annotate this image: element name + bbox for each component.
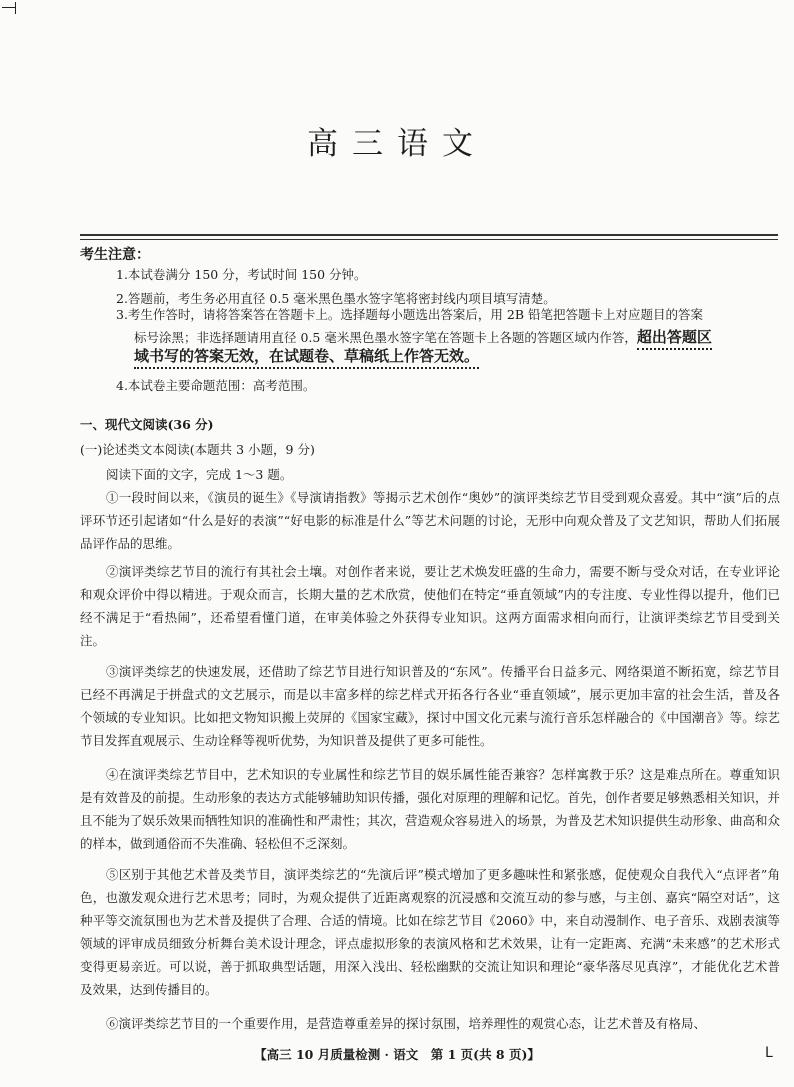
- version-code: L: [765, 1045, 773, 1061]
- page-title: 高三语文: [307, 126, 487, 162]
- notice-item-3: [116, 306, 778, 324]
- notice-item-3-line-1: 3.考生作答时，请将答案答在答题卡上。选择题每小题选出答案后，用 2B 铅笔把答题卡上对应题目的答案: [116, 307, 704, 322]
- subsection-heading: (一)论述类文本阅读(本题共 3 小题，9 分): [80, 442, 315, 457]
- notice-item-3-continued: [134, 328, 778, 366]
- notice-item-1: 1.本试卷满分 150 分，考试时间 150 分钟。: [116, 267, 367, 282]
- paragraph-5: ⑤区别于其他艺术普及类节目，演评类综艺的“先演后评”模式增加了更多趣味性和紧张感，促使观众自我代入“点评者”角色，也激发观众进行艺术思考；同时，为观众提供了近距离观察的沉浸感和交流互动的参与感，与主创、嘉宾“隔空对话”，这种平等交流氛围也为艺术普及提供了合理、合适的情境。比如在综艺节目《2060》中，来自动漫制作、电子音乐、戏剧表演等领域的评审成员细致分析舞台美术设计理念，评点虚拟形象的表演风格和艺术效果，让有一定距离、充满“未来感”的艺术形式变得更易亲近。可以说，善于抓取典型话题，用深入浅出、轻松幽默的交流让知识和理论“豪华落尽见真淳”，才能优化艺术普及效果，达到传播目的。: [80, 867, 780, 997]
- header-rule-thin: [80, 239, 778, 240]
- paragraph-2: ②演评类综艺节目的流行有其社会土壤。对创作者来说，要让艺术焕发旺盛的生命力，需要不断与受众对话，在专业评论和观众评价中得以精进。于观众而言，长期大量的艺术欣赏，使他们在特定“垂直领域”内的专注度、专业性得以提升，他们已经不满足于“看热闹”，还希望看懂门道，在审美体验之外获得专业知识。这两方面需求相向而行，让演评类综艺节目受到关注。: [80, 564, 780, 648]
- notice-emphasis-2: 域书写的答案无效，在试题卷、草稿纸上作答无效。: [134, 347, 479, 369]
- notice-item-4: 4.本试卷主要命题范围：高考范围。: [116, 378, 316, 393]
- header-rule: [80, 234, 778, 236]
- notice-item-2: 2.答题前，考生务必用直径 0.5 毫米黑色墨水签字笔将密封线内项目填写清楚。: [116, 291, 556, 306]
- paragraph-4: ④在演评类综艺节目中，艺术知识的专业属性和综艺节目的娱乐属性能否兼容？怎样寓教于乐？这是难点所在。尊重知识是有效普及的前提。生动形象的表达方式能够辅助知识传播，强化对原理的理解和记忆。首先，创作者要足够熟悉相关知识，并且不能为了娱乐效果而牺牲知识的准确性和严肃性；其次，营造观众容易进入的场景，为普及艺术知识提供生动形象、曲高和众的样本，做到通俗而不失准确、轻松但不乏深刻。: [80, 767, 781, 851]
- paragraph-1: ①一段时间以来，《演员的诞生》《导演请指教》等揭示艺术创作“奥妙”的演评类综艺节目受到观众喜爱。其中“演”后的点评环节还引起诸如“什么是好的表演”“好电影的标准是什么”等艺术问题的讨论，无形中向观众普及了文艺知识，帮助人们拓展品评作品的思维。: [80, 490, 780, 551]
- notice-emphasis-1: 超出答题区: [637, 328, 712, 350]
- crop-mark-icon: [2, 2, 18, 16]
- notice-heading: 考生注意：: [80, 247, 150, 263]
- page-footer: 【高三 10 月质量检测 · 语文 第 1 页(共 8 页)】: [254, 1047, 540, 1062]
- section-heading: 一、现代文阅读(36 分): [80, 417, 214, 432]
- paragraph-3: ③演评类综艺的快速发展，还借助了综艺节目进行知识普及的“东风”。传播平台日益多元、网络渠道不断拓宽，综艺节目已经不再满足于拼盘式的文艺展示，而是以丰富多样的综艺样式开拓各行各业“垂直领域”，展示更加丰富的社会生活，普及各个领域的专业知识。比如把文物知识搬上荧屏的《国家宝藏》，探讨中国文化元素与流行音乐怎样融合的《中国潮音》等。综艺节目发挥直观展示、生动诠释等视听优势，为知识普及提供了更多可能性。: [80, 664, 780, 748]
- reading-instruction: 阅读下面的文字，完成 1～3 题。: [106, 467, 293, 482]
- paragraph-6: ⑥演评类综艺节目的一个重要作用，是营造尊重差异的探讨氛围，培养理性的观赏心态，让艺术普及有格局、: [106, 1016, 707, 1031]
- notice-item-3-line-2: 标号涂黑；非选择题请用直径 0.5 毫米黑色墨水签字笔在答题卡上各题的答题区域内作答，: [134, 330, 637, 345]
